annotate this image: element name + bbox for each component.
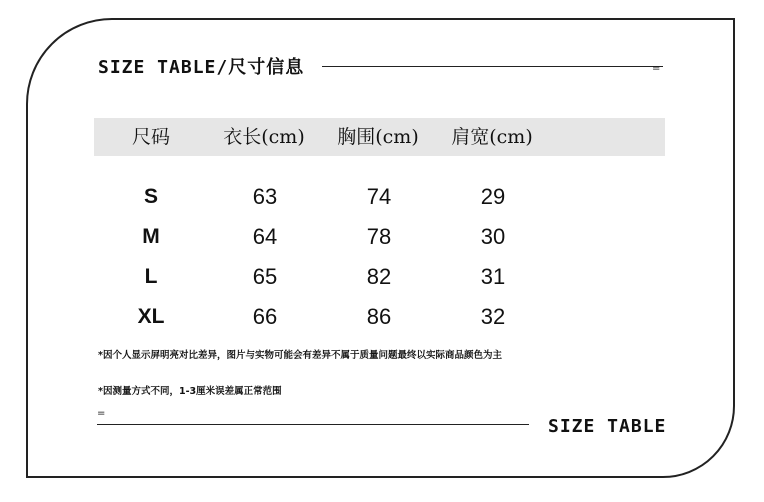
table-row xyxy=(94,262,665,292)
table-row xyxy=(94,222,665,252)
size-cell: L xyxy=(144,265,158,288)
column-header-size: 尺码 xyxy=(131,126,170,148)
footer-size-table-label: SIZE TABLE xyxy=(548,416,667,437)
length-cell: 66 xyxy=(252,304,278,329)
note-measurement-error: *因测量方式不同，1-3厘米误差属正常范围 xyxy=(98,386,282,397)
footer-eq-mark: = xyxy=(97,408,106,419)
column-header-length: 衣长(cm) xyxy=(223,126,305,148)
length-cell: 63 xyxy=(252,184,278,209)
shoulder-cell: 31 xyxy=(480,264,506,289)
footer-rule xyxy=(97,424,529,425)
header-eq-mark: = xyxy=(652,63,661,74)
column-header-shoulder: 肩宽(cm) xyxy=(451,126,533,148)
table-header-row xyxy=(94,118,665,156)
table-row xyxy=(94,182,665,212)
size-cell: XL xyxy=(137,305,165,328)
column-header-chest: 胸围(cm) xyxy=(337,126,419,148)
size-table-title: SIZE TABLE/尺寸信息 xyxy=(98,57,305,78)
header-rule xyxy=(322,66,663,67)
chest-cell: 86 xyxy=(366,304,392,329)
chest-cell: 82 xyxy=(366,264,392,289)
size-cell: M xyxy=(142,225,160,248)
shoulder-cell: 29 xyxy=(480,184,506,209)
header xyxy=(98,53,304,79)
note-display-difference: *因个人显示屏明亮对比差异，图片与实物可能会有差异不属于质量问题最终以实际商品颜色为主 xyxy=(98,350,502,361)
shoulder-cell: 30 xyxy=(480,224,506,249)
size-cell: S xyxy=(143,185,158,208)
chest-cell: 78 xyxy=(366,224,392,249)
chest-cell: 74 xyxy=(366,184,392,209)
length-cell: 64 xyxy=(252,224,278,249)
length-cell: 65 xyxy=(252,264,278,289)
shoulder-cell: 32 xyxy=(480,304,506,329)
table-row xyxy=(94,302,665,332)
